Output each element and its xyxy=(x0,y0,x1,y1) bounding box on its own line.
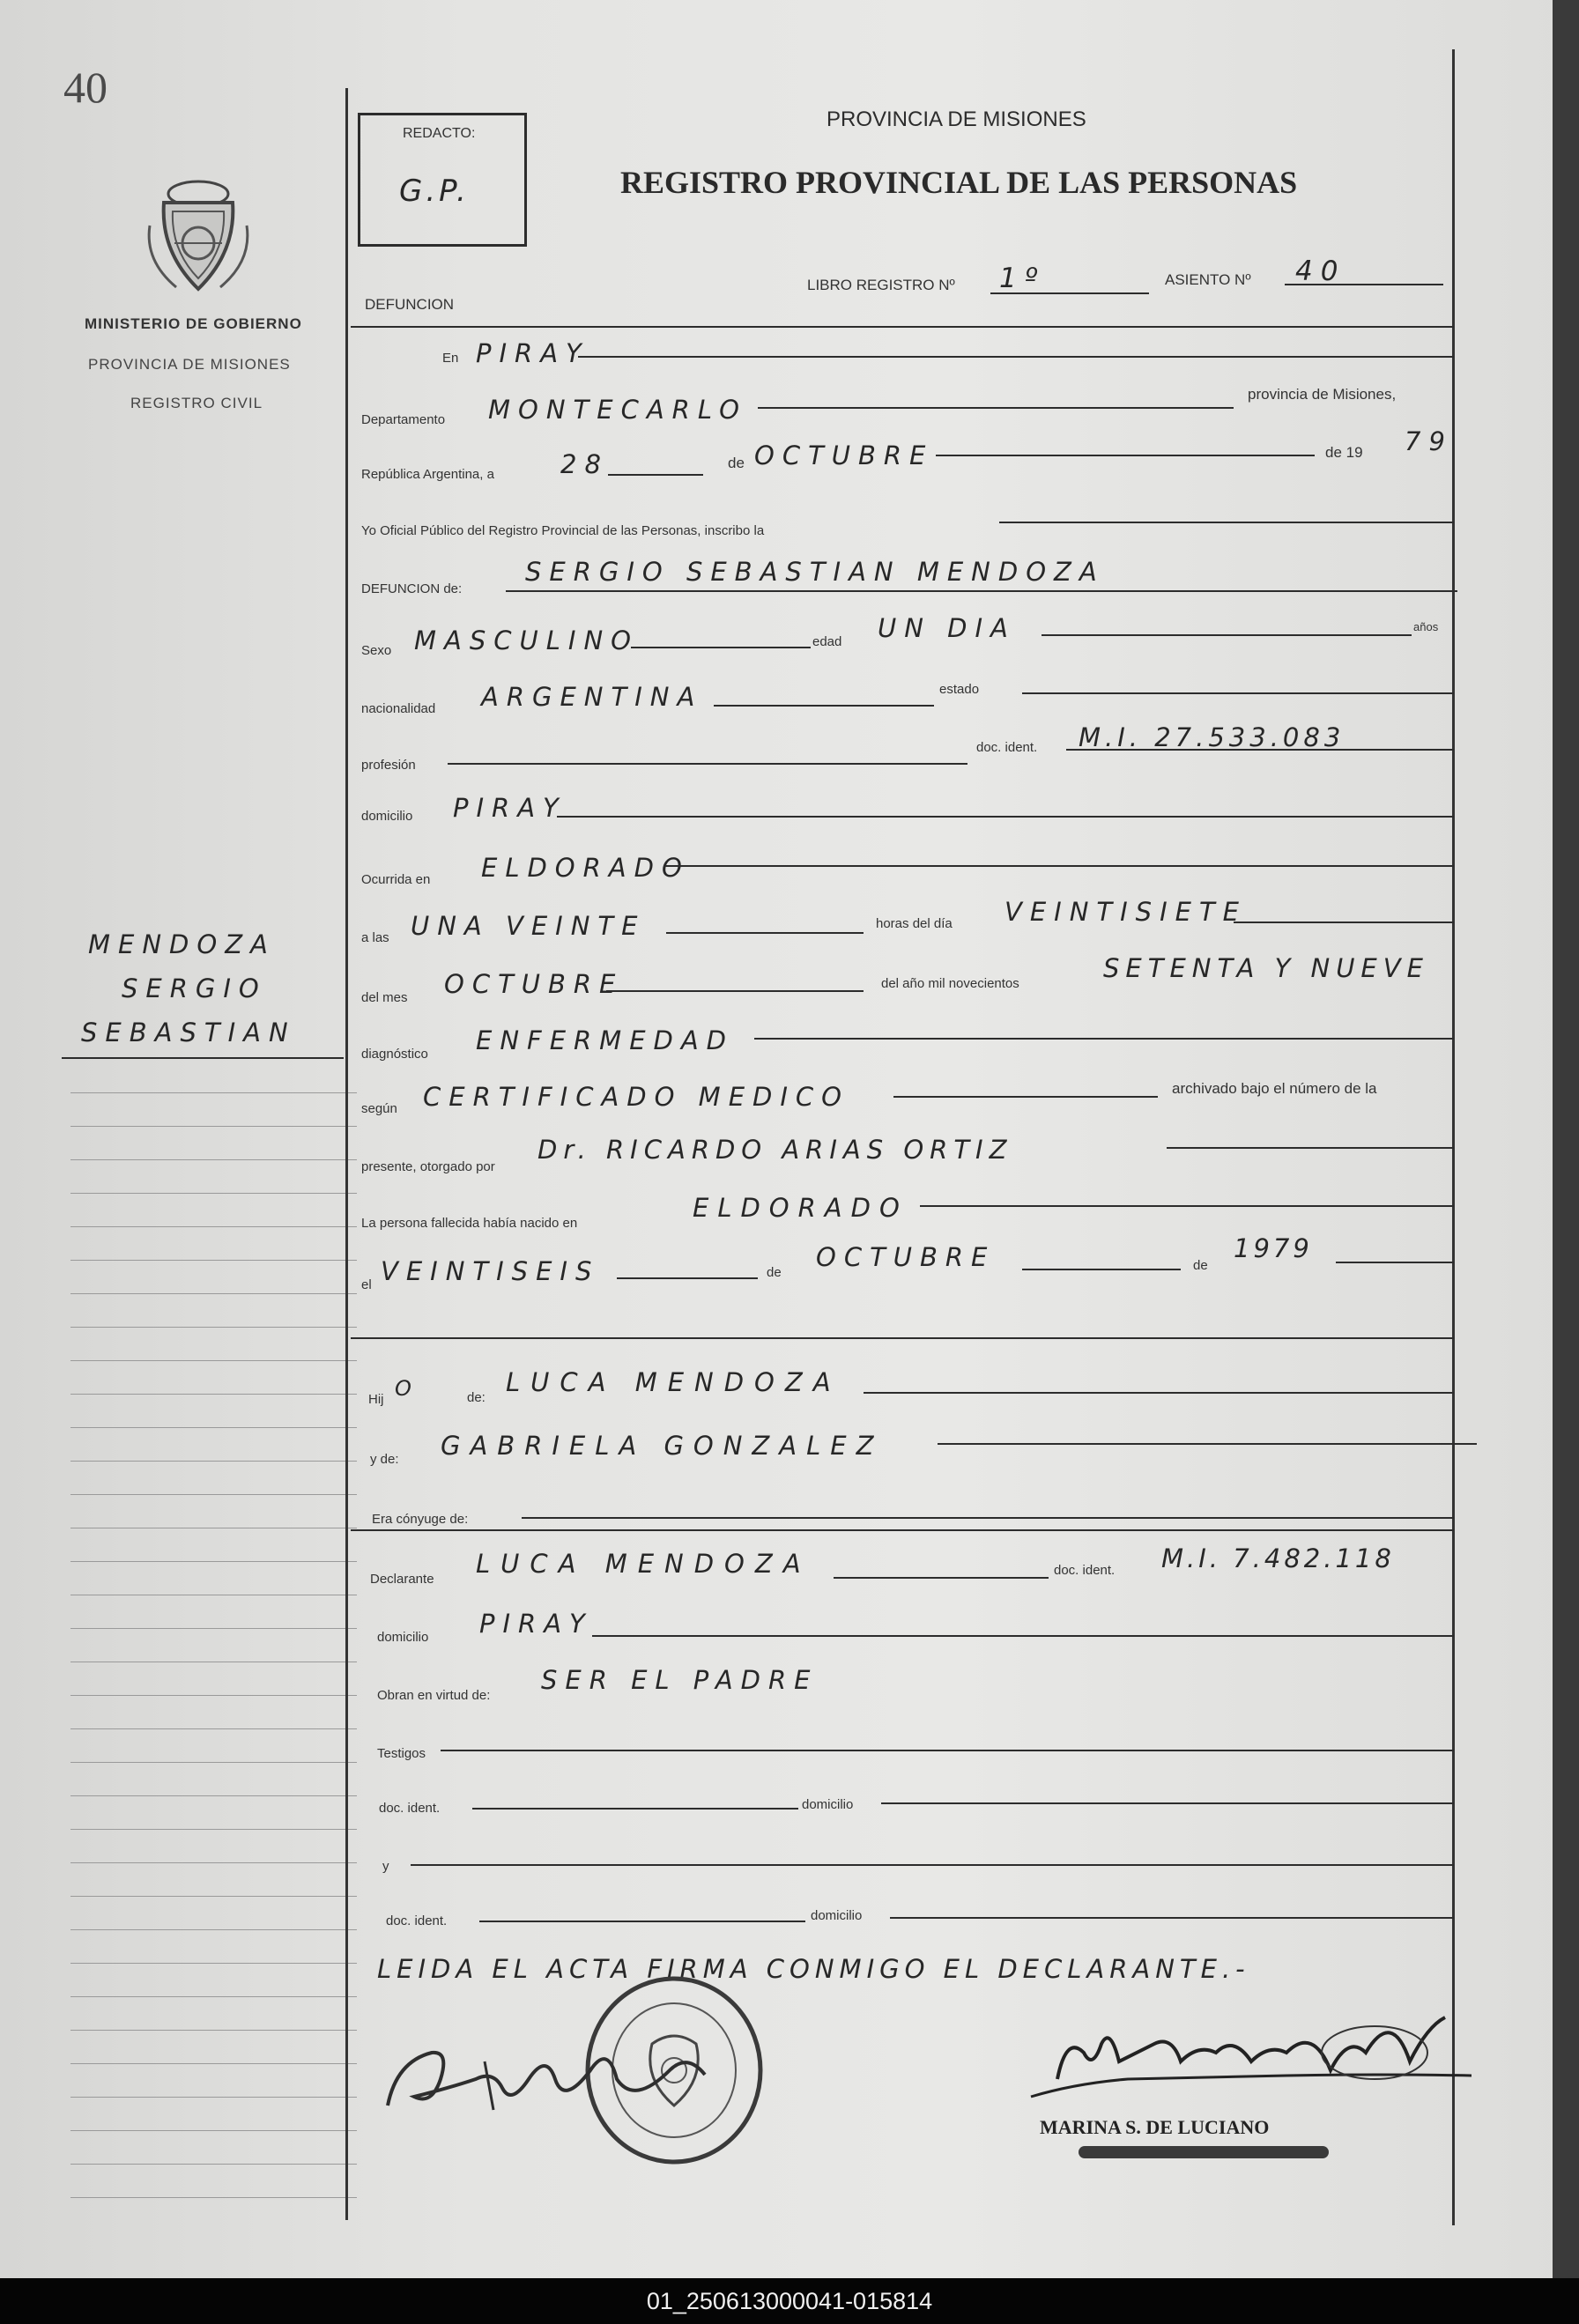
mes-value: OCTUBRE xyxy=(754,440,934,470)
profesion-label: profesión xyxy=(361,758,416,773)
margin-ruled-line xyxy=(70,1394,357,1395)
margin-ruled-line xyxy=(70,1996,357,1997)
conyuge-label: Era cónyuge de: xyxy=(372,1512,469,1527)
margin-ruled-line xyxy=(70,1762,357,1763)
departamento-value: MONTECARLO xyxy=(488,395,747,425)
mes2-value: OCTUBRE xyxy=(444,969,624,999)
t2-dom-label: domicilio xyxy=(811,1908,863,1923)
de3-label: de xyxy=(1193,1258,1208,1273)
diagnostico-label: diagnóstico xyxy=(361,1047,428,1062)
year-label: de 19 xyxy=(1325,444,1363,461)
docdecl-label: doc. ident. xyxy=(1054,1563,1116,1578)
t-doc-label: doc. ident. xyxy=(379,1801,441,1816)
obran-value: SER EL PADRE xyxy=(541,1665,819,1695)
margin-ruled-line xyxy=(70,1159,357,1160)
en-value: PIRAY xyxy=(476,338,589,368)
de-label: de xyxy=(728,455,745,471)
left-border-line xyxy=(345,88,348,2220)
anio-label: del año mil novecientos xyxy=(881,976,1019,991)
page-title: REGISTRO PROVINCIAL DE LAS PERSONAS xyxy=(620,165,1298,200)
margin-note-surname: MENDOZA xyxy=(88,929,276,959)
binding-edge xyxy=(1553,0,1579,2278)
segun-value: CERTIFICADO MEDICO xyxy=(423,1082,849,1112)
margin-ruled-line xyxy=(70,1092,357,1093)
margin-ruled-line xyxy=(70,1461,357,1462)
asiento-value: 40 xyxy=(1295,255,1346,287)
redacto-label: REDACTO: xyxy=(403,126,476,141)
margin-ruled-line xyxy=(70,2063,357,2064)
en-label: En xyxy=(442,351,459,366)
margin-ruled-line xyxy=(70,1728,357,1729)
coat-of-arms-icon xyxy=(141,173,256,296)
edad-value: UN DIA xyxy=(878,613,1016,643)
redacto-value: G.P. xyxy=(399,174,470,209)
ocurrida-value: ELDORADO xyxy=(481,853,690,883)
redacto-box xyxy=(358,113,527,247)
estado-label: estado xyxy=(939,682,980,697)
y-label: y xyxy=(382,1859,389,1874)
domdecl-value: PIRAY xyxy=(479,1609,593,1639)
presente-label: presente, otorgado por xyxy=(361,1159,495,1174)
official-signature-icon xyxy=(1022,2000,1480,2114)
sidebar-province-label: PROVINCIA DE MISIONES xyxy=(88,356,291,373)
alas-label: a las xyxy=(361,930,389,945)
official-name: MARINA S. DE LUCIANO xyxy=(1040,2116,1270,2138)
scan-caption: 01_250613000041-015814 xyxy=(0,2278,1579,2324)
presente-value: Dr. RICARDO ARIAS ORTIZ xyxy=(537,1135,1013,1165)
declarant-signature-icon xyxy=(379,2026,714,2123)
right-border-line xyxy=(1452,49,1455,2225)
nacionalidad-label: nacionalidad xyxy=(361,701,436,716)
year-value: 79 xyxy=(1405,426,1453,456)
diagnostico-value: ENFERMEDAD xyxy=(476,1025,735,1055)
margin-ruled-line xyxy=(70,1260,357,1261)
doc-label: doc. ident. xyxy=(976,740,1038,755)
padre-value: LUCA MENDOZA xyxy=(506,1367,841,1397)
testigos-label: Testigos xyxy=(377,1746,426,1761)
dia-value: 28 xyxy=(560,449,609,479)
declarante-label: Declarante xyxy=(370,1572,434,1587)
act-type-label: DEFUNCION xyxy=(365,296,455,313)
t-dom-label: domicilio xyxy=(802,1797,854,1812)
yde-label: y de: xyxy=(370,1452,399,1467)
official-title-smudge xyxy=(1079,2146,1329,2158)
docdecl-value: M.I. 7.482.118 xyxy=(1161,1543,1395,1573)
margin-ruled-line xyxy=(70,1695,357,1696)
defuncion-label: DEFUNCION de: xyxy=(361,581,463,596)
archivado-label: archivado bajo el número de la xyxy=(1172,1080,1377,1097)
departamento-label: Departamento xyxy=(361,412,446,427)
sexo-value: MASCULINO xyxy=(414,625,639,655)
de2-value: OCTUBRE xyxy=(816,1242,996,1272)
margin-ruled-line xyxy=(70,1193,357,1194)
domicilio-value: PIRAY xyxy=(453,793,567,823)
ministry-label: MINISTERIO DE GOBIERNO xyxy=(85,315,302,332)
mes-label: del mes xyxy=(361,990,408,1005)
de2-label: de xyxy=(767,1265,782,1280)
margin-ruled-line xyxy=(70,1494,357,1495)
libro-label: LIBRO REGISTRO Nº xyxy=(807,277,955,293)
alas-value: UNA VEINTE xyxy=(411,911,646,941)
margin-ruled-line xyxy=(70,1862,357,1863)
margin-ruled-line xyxy=(70,1795,357,1796)
margin-ruled-line xyxy=(70,2197,357,2198)
hijo-value: O xyxy=(395,1376,419,1401)
margin-ruled-line xyxy=(70,1561,357,1562)
margin-ruled-line xyxy=(70,1628,357,1629)
obran-label: Obran en virtud de: xyxy=(377,1688,491,1703)
margin-ruled-line xyxy=(70,2030,357,2031)
horas-value: VEINTISIETE xyxy=(1004,897,1247,927)
sidebar-registry-label: REGISTRO CIVIL xyxy=(130,395,263,411)
hijo-label: Hij xyxy=(368,1392,384,1407)
segun-label: según xyxy=(361,1101,397,1116)
edad-label: edad xyxy=(812,634,842,649)
closing-value: LEIDA EL ACTA FIRMA CONMIGO EL DECLARANTE.- xyxy=(377,1954,1250,1984)
edad-suffix: años xyxy=(1413,620,1439,633)
margin-ruled-line xyxy=(70,1427,357,1428)
nacido-label: La persona fallecida había nacido en xyxy=(361,1216,578,1231)
defuncion-value: SERGIO SEBASTIAN MENDOZA xyxy=(525,557,1105,587)
libro-value: 1º xyxy=(999,263,1046,294)
margin-ruled-line xyxy=(70,2130,357,2131)
asiento-label: ASIENTO Nº xyxy=(1165,271,1251,288)
margin-ruled-line xyxy=(70,1896,357,1897)
provincia-suffix: provincia de Misiones, xyxy=(1248,386,1397,403)
margin-ruled-line xyxy=(70,2164,357,2165)
el-label: el xyxy=(361,1277,372,1292)
hijode-label: de: xyxy=(467,1390,486,1405)
nacionalidad-value: ARGENTINA xyxy=(481,682,703,712)
domdecl-label: domicilio xyxy=(377,1630,429,1645)
margin-ruled-line xyxy=(70,1829,357,1830)
nac-year-value: 1979 xyxy=(1234,1233,1313,1263)
t2-doc-label: doc. ident. xyxy=(386,1913,448,1928)
margin-ruled-line xyxy=(70,1126,357,1127)
margin-note-first-name: SERGIO xyxy=(122,973,267,1003)
horas-label: horas del día xyxy=(876,916,953,931)
margin-ruled-line xyxy=(70,1327,357,1328)
margin-note-second-name: SEBASTIAN xyxy=(81,1018,296,1047)
nacido-value: ELDORADO xyxy=(693,1193,908,1223)
margin-ruled-line xyxy=(70,1963,357,1964)
declarante-value: LUCA MENDOZA xyxy=(476,1549,812,1579)
margin-ruled-line xyxy=(70,2097,357,2098)
folio-number: 40 xyxy=(63,63,107,112)
doc-value: M.I. 27.533.083 xyxy=(1079,722,1345,752)
anio-value: SETENTA Y NUEVE xyxy=(1103,953,1429,983)
margin-ruled-line xyxy=(70,1226,357,1227)
madre-value: GABRIELA GONZALEZ xyxy=(441,1431,884,1461)
margin-ruled-line xyxy=(70,1360,357,1361)
ocurrida-label: Ocurrida en xyxy=(361,872,431,887)
oficial-text: Yo Oficial Público del Registro Provincial de las Personas, inscribo la xyxy=(361,523,765,538)
margin-ruled-line xyxy=(70,1929,357,1930)
el-value: VEINTISEIS xyxy=(381,1256,600,1286)
domicilio-label: domicilio xyxy=(361,809,413,824)
header-province: PROVINCIA DE MISIONES xyxy=(827,107,1086,131)
margin-ruled-line xyxy=(70,1293,357,1294)
sexo-label: Sexo xyxy=(361,643,392,658)
republica-label: República Argentina, a xyxy=(361,467,494,482)
